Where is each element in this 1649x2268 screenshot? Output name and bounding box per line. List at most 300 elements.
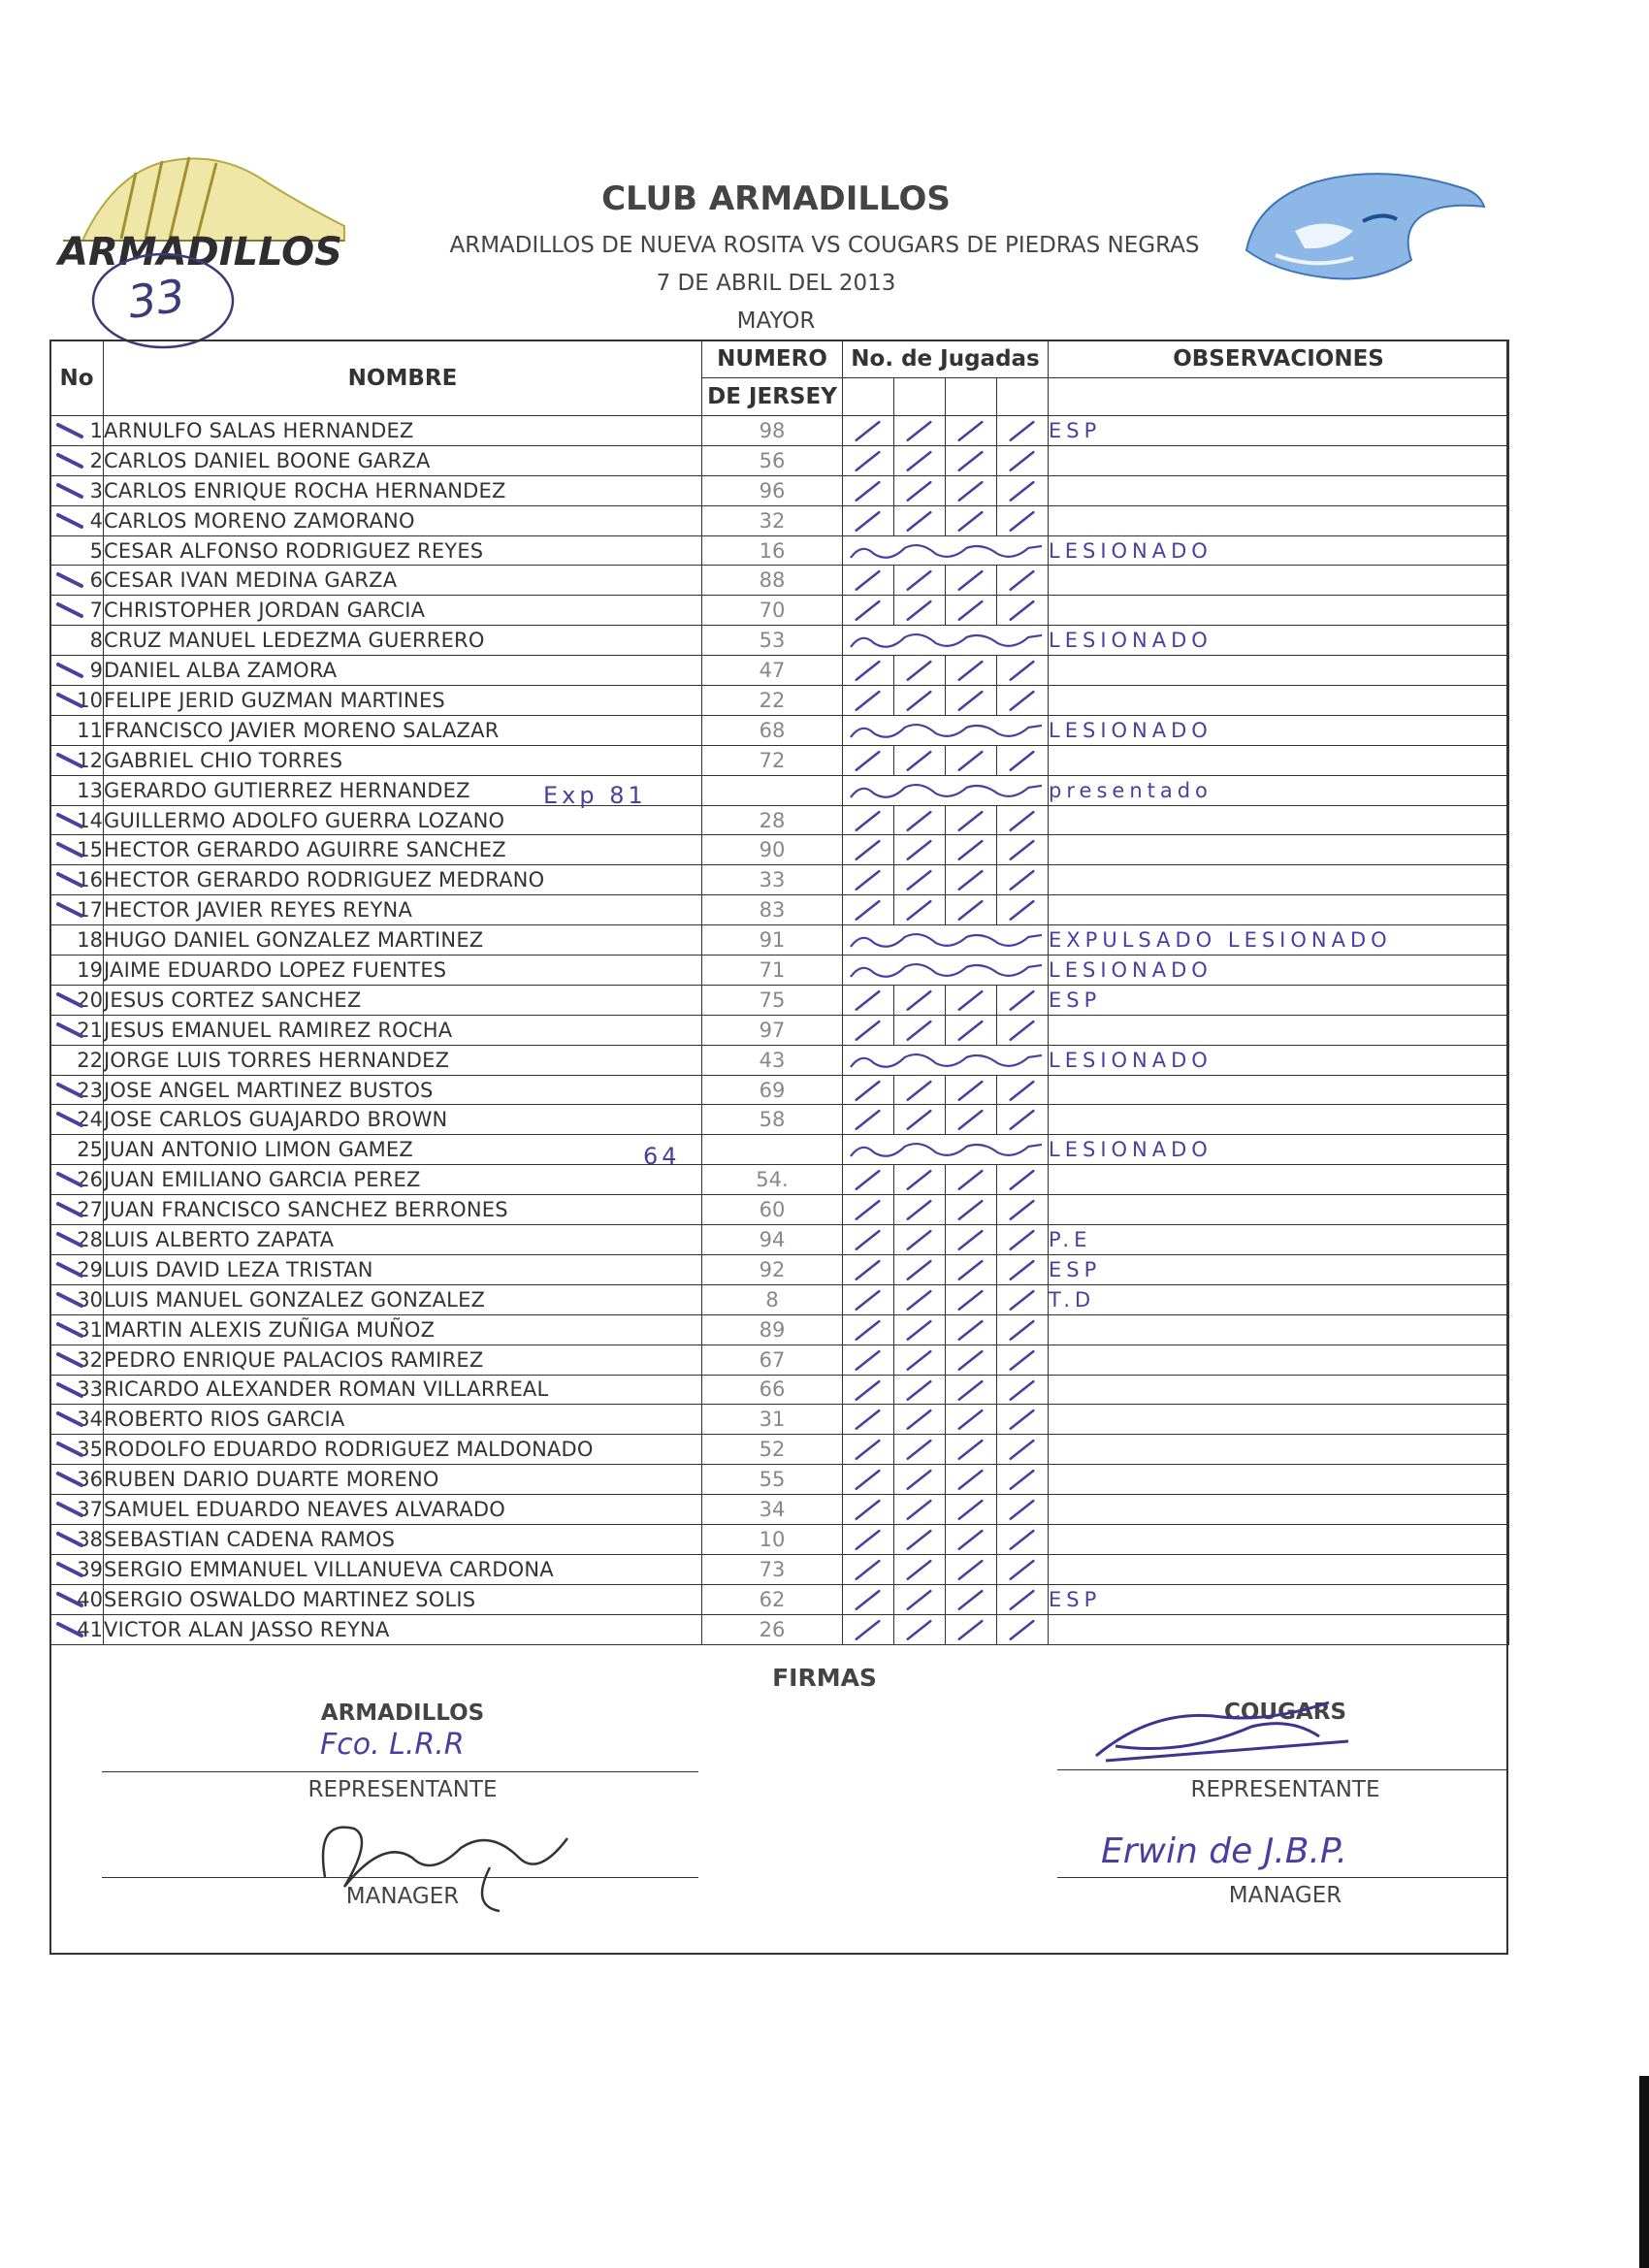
play-slash-icon: [997, 1016, 1048, 1045]
play-slash-icon: [894, 506, 945, 535]
row-number-text: 25: [77, 1138, 103, 1162]
row-number-text: 34: [77, 1408, 103, 1432]
play-mark: [997, 1614, 1049, 1644]
header-no: No: [50, 340, 104, 416]
play-slash-icon: [946, 865, 996, 894]
row-number: [50, 1254, 104, 1284]
play-slash-icon: [946, 1495, 996, 1524]
play-slash-icon: [843, 1585, 893, 1614]
play-slash-icon: [843, 1405, 893, 1434]
header-name: NOMBRE: [104, 340, 702, 416]
table-row: [50, 656, 1509, 686]
player-name: CARLOS ENRIQUE ROCHA HERNANDEZ: [104, 475, 702, 505]
jersey-number: 55: [702, 1465, 843, 1495]
attendance-check-icon: [56, 1561, 85, 1578]
play-slash-icon: [946, 416, 996, 445]
row-number-text: 15: [77, 838, 103, 862]
play-slash-icon: [894, 835, 945, 864]
table-row: [50, 745, 1509, 775]
observation: [1049, 1465, 1509, 1495]
play-mark: [843, 1375, 894, 1405]
row-number-text: 39: [77, 1557, 103, 1581]
play-mark: [894, 1584, 946, 1614]
player-name: JORGE LUIS TORRES HERNANDEZ: [104, 1045, 702, 1075]
player-name: JESUS EMANUEL RAMIREZ ROCHA: [104, 1015, 702, 1045]
play-mark: [997, 1405, 1049, 1435]
observation: LESIONADO: [1049, 956, 1509, 986]
play-slash-icon: [997, 865, 1048, 894]
table-row: [50, 1045, 1509, 1075]
attendance-check-icon: [56, 452, 85, 470]
attendance-check-icon: [56, 901, 85, 919]
play-mark: [997, 1314, 1049, 1345]
play-mark: [946, 596, 997, 626]
row-number: [50, 865, 104, 895]
player-name: CARLOS DANIEL BOONE GARZA: [104, 445, 702, 475]
play-mark: [894, 805, 946, 835]
row-number-text: 12: [77, 748, 103, 772]
play-mark: [843, 1405, 894, 1435]
table-row: [50, 1614, 1509, 1644]
table-row: [50, 1465, 1509, 1495]
play-slash-icon: [997, 1525, 1048, 1554]
attendance-check-icon: [56, 1621, 85, 1638]
play-mark: [997, 805, 1049, 835]
table-row: [50, 416, 1509, 446]
match-category: MAYOR: [736, 308, 816, 334]
play-slash-icon: [997, 566, 1048, 595]
play-slash-icon: [894, 686, 945, 715]
play-slash-icon: [843, 1495, 893, 1524]
no-play-mark: [843, 535, 1049, 566]
play-slash-icon: [843, 1195, 893, 1224]
play-mark: [894, 1284, 946, 1314]
play-mark: [946, 1284, 997, 1314]
play-slash-icon: [997, 596, 1048, 625]
play-mark: [997, 1165, 1049, 1195]
play-slash-icon: [894, 1435, 945, 1464]
play-mark: [997, 686, 1049, 716]
play-mark: [894, 1105, 946, 1135]
play-slash-icon: [997, 1435, 1048, 1464]
row-number: [50, 1195, 104, 1225]
observation: [1049, 1314, 1509, 1345]
table-row: [50, 895, 1509, 925]
play-mark: [894, 1405, 946, 1435]
play-mark: [946, 1614, 997, 1644]
play-slash-icon: [894, 596, 945, 625]
row-number: [50, 1614, 104, 1644]
play-mark: [843, 1554, 894, 1584]
row25-annotation: 64: [643, 1143, 681, 1170]
right-manager-signature: [1096, 1814, 1484, 1882]
row-number: [50, 1225, 104, 1255]
play-mark: [997, 656, 1049, 686]
no-play-mark: [843, 1135, 1049, 1165]
no-play-wave-icon: [843, 626, 1048, 655]
play-slash-icon: [946, 506, 996, 535]
attendance-check-icon: [56, 692, 85, 709]
play-mark: [843, 1195, 894, 1225]
play-mark: [946, 1465, 997, 1495]
player-name: RUBEN DARIO DUARTE MORENO: [104, 1465, 702, 1495]
play-slash-icon: [843, 686, 893, 715]
play-slash-icon: [894, 446, 945, 475]
attendance-check-icon: [56, 871, 85, 889]
play-mark: [997, 1524, 1049, 1554]
play-slash-icon: [843, 1076, 893, 1105]
jersey-number: 34: [702, 1495, 843, 1525]
play-mark: [997, 1075, 1049, 1105]
player-name: CHRISTOPHER JORDAN GARCIA: [104, 596, 702, 626]
jersey-number: 54.: [702, 1165, 843, 1195]
play-mark: [894, 1225, 946, 1255]
play-slash-icon: [894, 986, 945, 1015]
play-mark: [946, 985, 997, 1015]
observation: [1049, 596, 1509, 626]
attendance-check-icon: [56, 1201, 85, 1218]
jersey-number: 89: [702, 1314, 843, 1345]
play-slash-icon: [997, 1285, 1048, 1314]
row-number-text: 29: [77, 1257, 103, 1281]
play-mark: [946, 1225, 997, 1255]
play-slash-icon: [997, 1465, 1048, 1494]
table-row: [50, 1195, 1509, 1225]
play-mark: [997, 1105, 1049, 1135]
row-number-text: 16: [77, 868, 103, 892]
no-play-wave-icon: [843, 776, 1048, 805]
play-slash-icon: [997, 1615, 1048, 1644]
jersey-number: 43: [702, 1045, 843, 1075]
play-slash-icon: [843, 446, 893, 475]
jersey-number: 31: [702, 1405, 843, 1435]
left-rep-signature-text: Fco. L.R.R: [320, 1728, 465, 1762]
play-mark: [843, 1225, 894, 1255]
play-mark: [843, 1524, 894, 1554]
attendance-check-icon: [56, 1351, 85, 1369]
play-slash-icon: [843, 1376, 893, 1405]
play-slash-icon: [946, 1465, 996, 1494]
play-slash-icon: [946, 1255, 996, 1284]
right-team-label: COUGARS: [1223, 1700, 1347, 1725]
play-mark: [997, 1284, 1049, 1314]
roster-body: [50, 416, 1509, 1645]
row-number: [50, 1314, 104, 1345]
play-slash-icon: [843, 986, 893, 1015]
play-slash-icon: [946, 1585, 996, 1614]
row-number: [50, 925, 104, 956]
play-mark: [843, 895, 894, 925]
no-play-mark: [843, 775, 1049, 805]
row-number-text: 11: [77, 718, 103, 742]
jersey-number: 10: [702, 1524, 843, 1554]
row-number-text: 13: [77, 778, 103, 802]
row-number: [50, 1345, 104, 1375]
table-row: [50, 956, 1509, 986]
play-slash-icon: [843, 1345, 893, 1375]
play-slash-icon: [894, 416, 945, 445]
attendance-check-icon: [56, 571, 85, 589]
row-number: [50, 1045, 104, 1075]
observation: ESP: [1049, 985, 1509, 1015]
player-name: FRANCISCO JAVIER MORENO SALAZAR: [104, 715, 702, 745]
row-number: [50, 835, 104, 865]
left-representative-signature: [310, 1715, 563, 1773]
row-number: [50, 775, 104, 805]
jersey-number: 56: [702, 445, 843, 475]
observation: LESIONADO: [1049, 715, 1509, 745]
observation: [1049, 1614, 1509, 1644]
play-slash-icon: [997, 476, 1048, 505]
row-number: [50, 1495, 104, 1525]
observation: [1049, 1075, 1509, 1105]
play-mark: [946, 1495, 997, 1525]
play-mark: [843, 1465, 894, 1495]
header-jersey-line2: DE JERSEY: [702, 378, 843, 416]
row-number: [50, 895, 104, 925]
play-mark: [894, 1254, 946, 1284]
play-slash-icon: [997, 806, 1048, 835]
play-mark: [894, 656, 946, 686]
table-row: [50, 1165, 1509, 1195]
table-row: [50, 1554, 1509, 1584]
player-name: GERARDO GUTIERREZ HERNANDEZ: [104, 775, 702, 805]
play-slash-icon: [894, 1105, 945, 1134]
scan-edge-mark: [1639, 2076, 1649, 2268]
play-slash-icon: [946, 1405, 996, 1434]
play-mark: [946, 805, 997, 835]
header-jersey-line1: NUMERO: [702, 340, 843, 378]
play-slash-icon: [946, 1016, 996, 1045]
observation: ESP: [1049, 1584, 1509, 1614]
play-slash-icon: [946, 1076, 996, 1105]
jersey-number: 97: [702, 1015, 843, 1045]
play-mark: [894, 686, 946, 716]
table-row: [50, 925, 1509, 956]
player-name: HECTOR GERARDO AGUIRRE SANCHEZ: [104, 835, 702, 865]
play-mark: [843, 596, 894, 626]
play-slash-icon: [843, 1435, 893, 1464]
row-number: [50, 686, 104, 716]
play-slash-icon: [843, 416, 893, 445]
row-number-text: 5: [89, 538, 103, 563]
play-slash-icon: [946, 1435, 996, 1464]
player-name: CARLOS MORENO ZAMORANO: [104, 505, 702, 535]
observation: [1049, 1165, 1509, 1195]
play-slash-icon: [894, 1555, 945, 1584]
play-slash-icon: [946, 746, 996, 775]
play-slash-icon: [843, 656, 893, 685]
play-slash-icon: [894, 1076, 945, 1105]
observation: LESIONADO: [1049, 626, 1509, 656]
observation: [1049, 805, 1509, 835]
player-name: HECTOR JAVIER REYES REYNA: [104, 895, 702, 925]
table-row: [50, 1584, 1509, 1614]
play-mark: [843, 656, 894, 686]
attendance-check-icon: [56, 1261, 85, 1279]
play-mark: [946, 1375, 997, 1405]
play-mark: [843, 1254, 894, 1284]
play-mark: [843, 1435, 894, 1465]
no-play-mark: [843, 925, 1049, 956]
table-row: [50, 805, 1509, 835]
play-mark: [946, 1345, 997, 1375]
play-slash-icon: [997, 656, 1048, 685]
player-name: SAMUEL EDUARDO NEAVES ALVARADO: [104, 1495, 702, 1525]
row-number-text: 41: [77, 1617, 103, 1641]
table-row: [50, 1495, 1509, 1525]
play-slash-icon: [997, 1345, 1048, 1375]
row-number: [50, 1405, 104, 1435]
play-mark: [997, 566, 1049, 596]
play-slash-icon: [894, 1195, 945, 1224]
play-mark: [894, 1015, 946, 1045]
play-mark: [946, 1435, 997, 1465]
play-slash-icon: [946, 476, 996, 505]
play-slash-icon: [843, 476, 893, 505]
play-mark: [946, 505, 997, 535]
jersey-number: 32: [702, 505, 843, 535]
row-number: [50, 505, 104, 535]
header-plays: No. de Jugadas: [843, 340, 1049, 378]
play-slash-icon: [997, 1195, 1048, 1224]
table-row: [50, 715, 1509, 745]
play-mark: [997, 745, 1049, 775]
attendance-check-icon: [56, 841, 85, 859]
play-slash-icon: [997, 986, 1048, 1015]
row-number-text: 28: [77, 1227, 103, 1251]
jersey-number: 28: [702, 805, 843, 835]
table-row: [50, 1225, 1509, 1255]
play-mark: [894, 1495, 946, 1525]
play-mark: [843, 1314, 894, 1345]
play-mark: [946, 1405, 997, 1435]
play-slash-icon: [946, 895, 996, 924]
play-mark: [843, 1614, 894, 1644]
row-number: [50, 985, 104, 1015]
jersey-number: 83: [702, 895, 843, 925]
attendance-check-icon: [56, 1381, 85, 1399]
play-mark: [843, 1105, 894, 1135]
play-mark: [946, 865, 997, 895]
play-mark: [946, 1105, 997, 1135]
row-number: [50, 1015, 104, 1045]
row-number: [50, 445, 104, 475]
left-manager-label: MANAGER: [345, 1884, 460, 1909]
play-mark: [894, 566, 946, 596]
row-number-text: 23: [77, 1078, 103, 1102]
jersey-number: 22: [702, 686, 843, 716]
play-slash-icon: [997, 1495, 1048, 1524]
play-mark: [946, 566, 997, 596]
row13-annotation: Exp 81: [543, 782, 647, 809]
table-row: [50, 1135, 1509, 1165]
observation: [1049, 895, 1509, 925]
observation: [1049, 686, 1509, 716]
row-number-text: 1: [89, 418, 103, 442]
no-play-wave-icon: [843, 956, 1048, 985]
play-slash-icon: [843, 506, 893, 535]
play-mark: [997, 1345, 1049, 1375]
row-number: [50, 1435, 104, 1465]
row-number-text: 38: [77, 1527, 103, 1551]
player-name: DANIEL ALBA ZAMORA: [104, 656, 702, 686]
row-number: [50, 416, 104, 446]
observation: [1049, 1195, 1509, 1225]
player-name: RODOLFO EDUARDO RODRIGUEZ MALDONADO: [104, 1435, 702, 1465]
jersey-number: 71: [702, 956, 843, 986]
row-number: [50, 656, 104, 686]
play-mark: [946, 1314, 997, 1345]
play-slash-icon: [894, 865, 945, 894]
play-mark: [997, 1375, 1049, 1405]
header-play-col: [894, 378, 946, 416]
player-name: FELIPE JERID GUZMAN MARTINES: [104, 686, 702, 716]
player-name: JOSE ANGEL MARTINEZ BUSTOS: [104, 1075, 702, 1105]
play-slash-icon: [946, 1345, 996, 1375]
play-slash-icon: [997, 1255, 1048, 1284]
jersey-number: 67: [702, 1345, 843, 1375]
player-name: LUIS DAVID LEZA TRISTAN: [104, 1254, 702, 1284]
jersey-number: 16: [702, 535, 843, 566]
observation: [1049, 1435, 1509, 1465]
player-name: CESAR IVAN MEDINA GARZA: [104, 566, 702, 596]
play-mark: [894, 1465, 946, 1495]
jersey-number: 88: [702, 566, 843, 596]
play-mark: [997, 985, 1049, 1015]
table-row: [50, 626, 1509, 656]
play-mark: [894, 745, 946, 775]
observation: [1049, 745, 1509, 775]
jersey-number: 26: [702, 1614, 843, 1644]
play-slash-icon: [946, 1165, 996, 1194]
play-mark: [946, 445, 997, 475]
row-number: [50, 956, 104, 986]
play-mark: [946, 656, 997, 686]
play-mark: [894, 445, 946, 475]
table-row: [50, 865, 1509, 895]
jersey-number: 72: [702, 745, 843, 775]
play-slash-icon: [843, 566, 893, 595]
play-mark: [894, 1524, 946, 1554]
table-row: [50, 1524, 1509, 1554]
play-mark: [843, 1345, 894, 1375]
jersey-number: 62: [702, 1584, 843, 1614]
play-slash-icon: [843, 1615, 893, 1644]
row-number-text: 21: [77, 1018, 103, 1042]
attendance-check-icon: [56, 1291, 85, 1309]
row-number-text: 32: [77, 1347, 103, 1372]
play-slash-icon: [946, 1195, 996, 1224]
circled-number-text: 33: [124, 269, 189, 329]
header-obs-sub: [1049, 378, 1509, 416]
row-number-text: 20: [77, 988, 103, 1012]
observation: [1049, 505, 1509, 535]
play-slash-icon: [843, 1525, 893, 1554]
right-representative-label: REPRESENTANTE: [1190, 1777, 1380, 1802]
row-number-text: 10: [77, 688, 103, 712]
row-number-text: 31: [77, 1317, 103, 1342]
play-mark: [946, 745, 997, 775]
jersey-number: 94: [702, 1225, 843, 1255]
observation: [1049, 1524, 1509, 1554]
play-mark: [843, 1284, 894, 1314]
row-number-text: 2: [89, 448, 103, 472]
play-slash-icon: [946, 596, 996, 625]
play-slash-icon: [997, 506, 1048, 535]
play-slash-icon: [894, 1495, 945, 1524]
right-rep-signature-line: [1057, 1769, 1508, 1770]
